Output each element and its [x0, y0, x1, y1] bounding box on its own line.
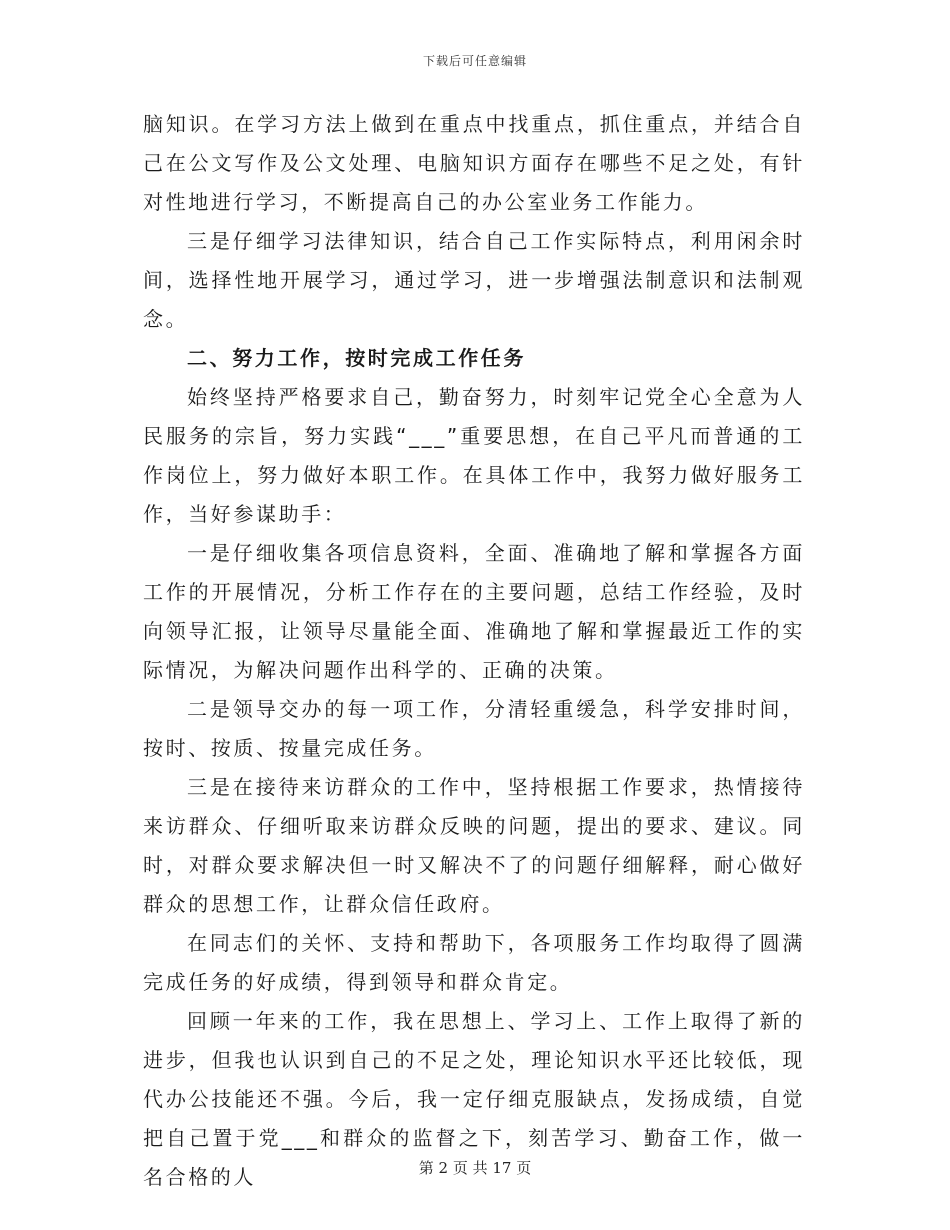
- paragraph-8: 在同志们的关怀、支持和帮助下，各项服务工作均取得了圆满完成任务的好成绩，得到领导和群众肯定。: [143, 931, 805, 994]
- paragraph-1: 脑知识。在学习方法上做到在重点中找重点，抓住重点，并结合自己在公文写作及公文处理、电脑知识方面存在哪些不足之处，有针对性地进行学习，不断提高自己的办公室业务工作能力。: [143, 112, 805, 214]
- document-body: [143, 105, 805, 1197]
- paragraph-4: 始终坚持严格要求自己，勤奋努力，时刻牢记党全心全意为人民服务的宗旨，努力实践“___”重要思想，在自己平凡而普通的工作岗位上，努力做好本职工作。在具体工作中，我努力做好服务工作，当好参谋助手：: [143, 385, 805, 526]
- page-header: 下载后可任意编辑: [422, 54, 527, 68]
- paragraph-2: 三是仔细学习法律知识，结合自己工作实际特点，利用闲余时间，选择性地开展学习，通过学习，进一步增强法制意识和法制观念。: [143, 229, 805, 331]
- paragraph-7: 三是在接待来访群众的工作中，坚持根据工作要求，热情接待来访群众、仔细听取来访群众反映的问题，提出的要求、建议。同时，对群众要求解决但一时又解决不了的问题仔细解释，耐心做好群众的思想工作，让群众信任政府。: [143, 775, 805, 916]
- paragraph-6: 二是领导交办的每一项工作，分清轻重缓急，科学安排时间，按时、按质、按量完成任务。: [143, 697, 805, 760]
- page-number: 第 2 页 共 17 页: [418, 1159, 532, 1177]
- section-heading: 二、努力工作，按时完成工作任务: [187, 346, 526, 370]
- paragraph-5: 一是仔细收集各项信息资料，全面、准确地了解和掌握各方面工作的开展情况，分析工作存在的主要问题，总结工作经验，及时向领导汇报，让领导尽量能全面、准确地了解和掌握最近工作的实际情况，为解决问题作出科学的、正确的决策。: [143, 541, 805, 682]
- paragraph-9: 回顾一年来的工作，我在思想上、学习上、工作上取得了新的进步，但我也认识到自己的不足之处，理论知识水平还比较低，现代办公技能还不强。今后，我一定仔细克服缺点，发扬成绩，自觉把自己置于党___和群众的监督之下，刻苦学习、勤奋工作，做一名合格的人: [143, 1009, 805, 1189]
